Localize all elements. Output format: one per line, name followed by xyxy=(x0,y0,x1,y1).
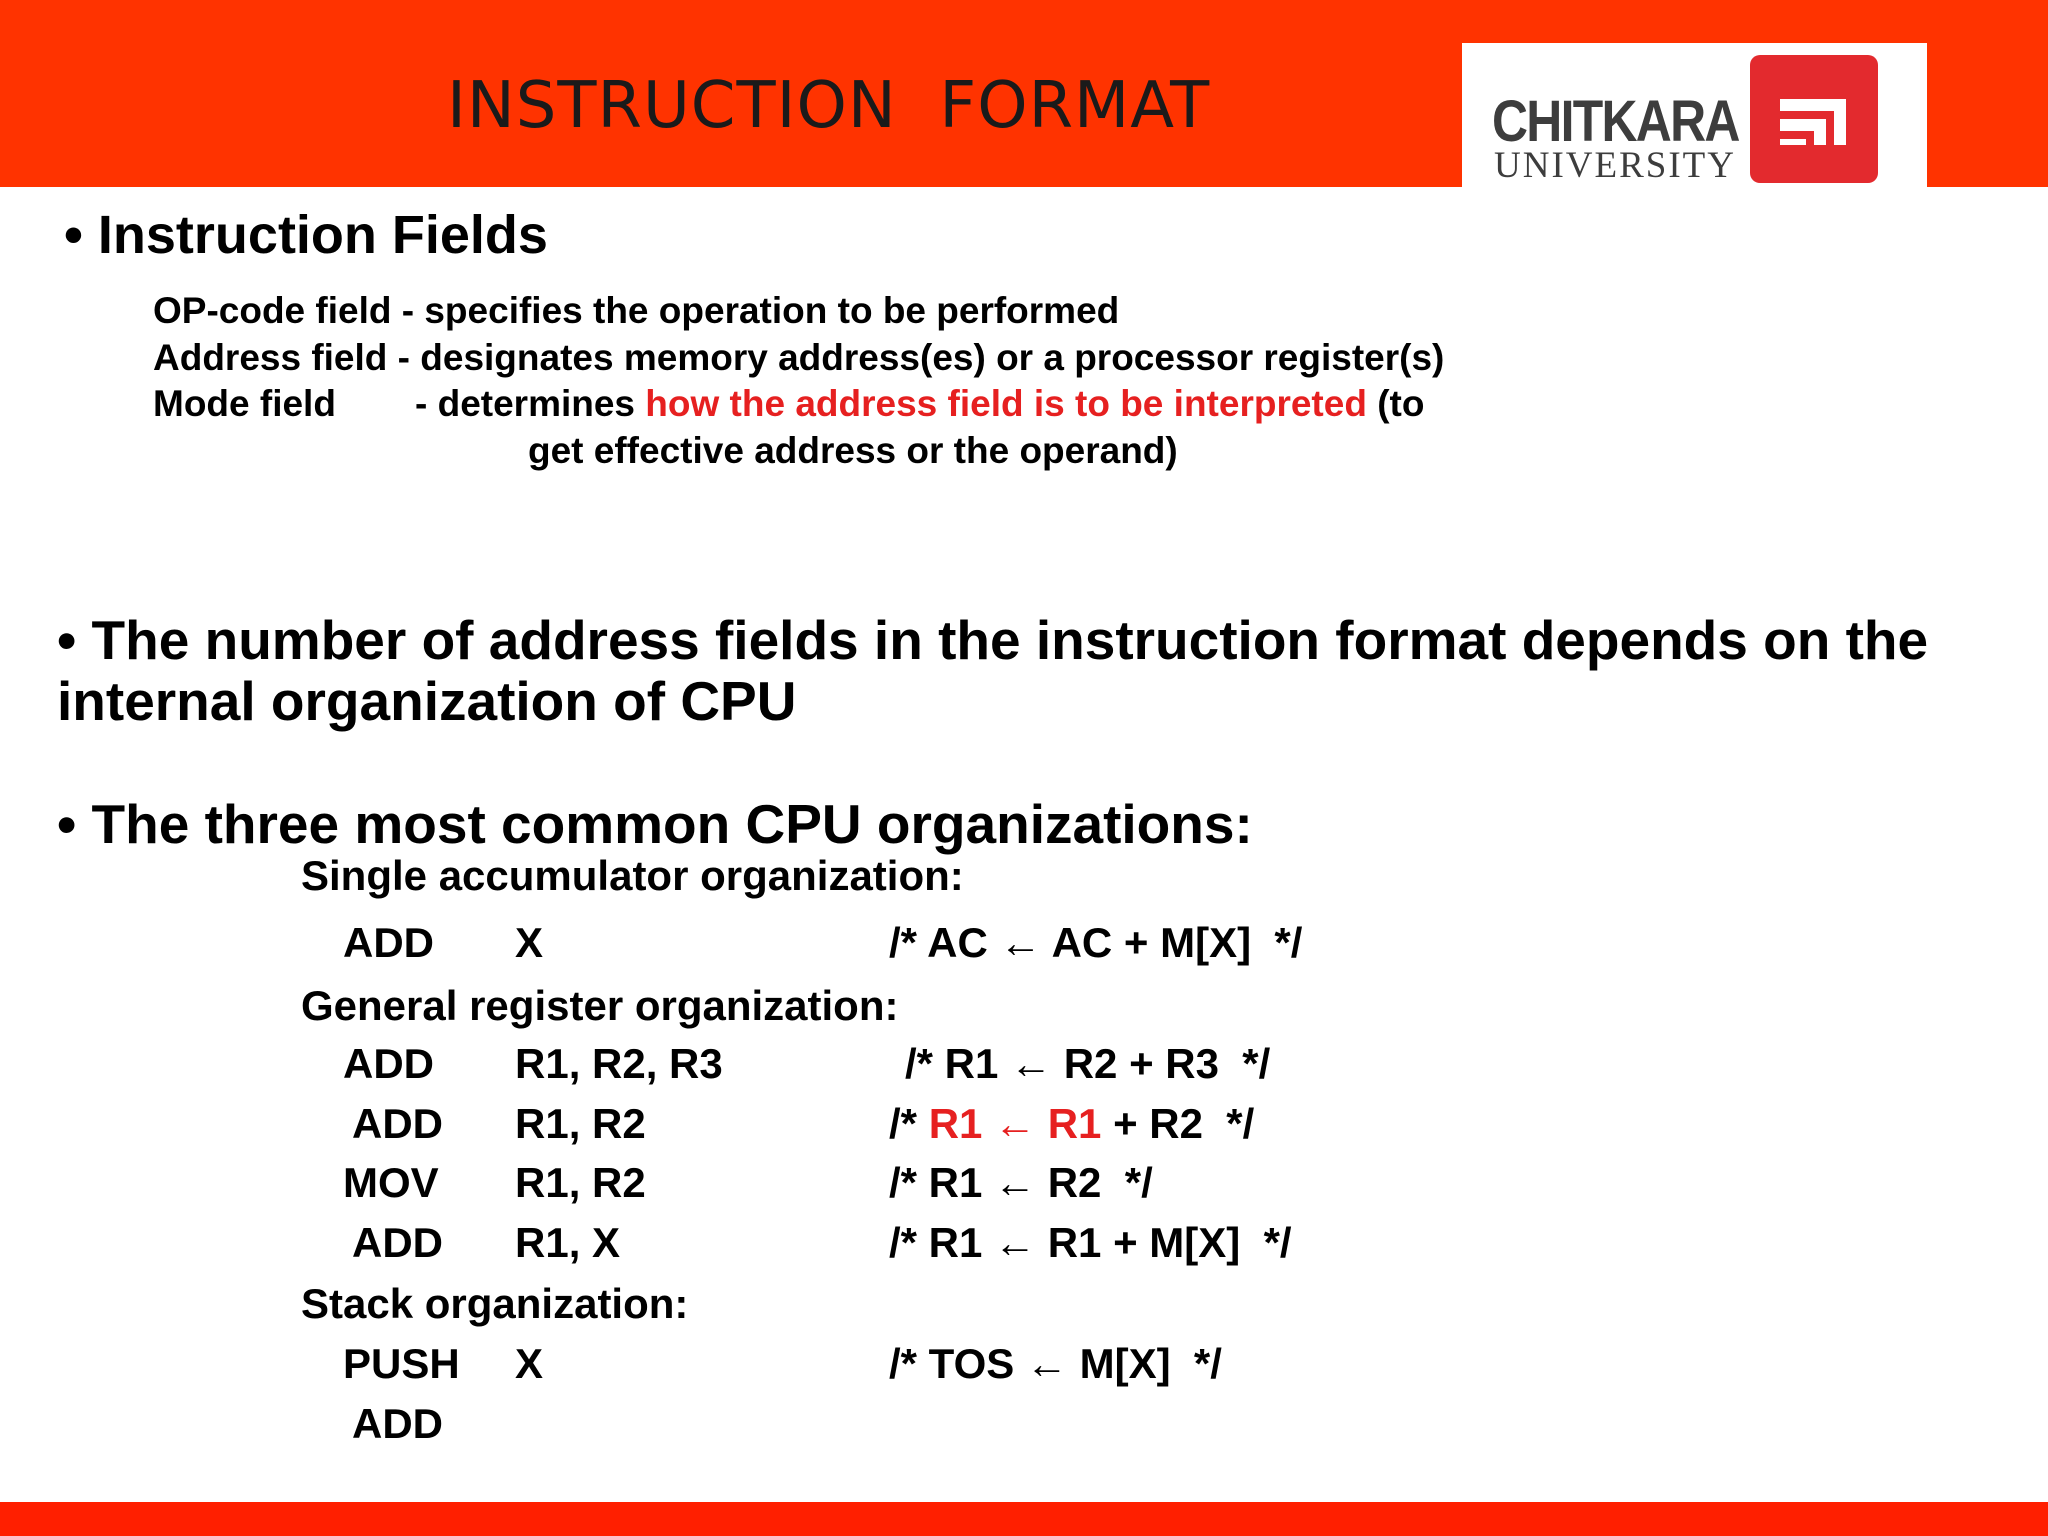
general-row-op: ADD xyxy=(343,1040,434,1087)
general-row-operands: R1, R2 xyxy=(515,1159,646,1206)
mode-field-continuation: get effective address or the operand) xyxy=(528,430,1178,471)
comment-highlight: R1 ← R1 xyxy=(928,1100,1102,1147)
slide-title: INSTRUCTION FORMAT xyxy=(447,69,1211,143)
comment-prefix: /* xyxy=(889,1100,929,1147)
single-row-op: ADD xyxy=(343,919,434,966)
logo-subtitle: UNIVERSITY xyxy=(1494,145,1736,186)
stack-row-comment: /* TOS ← M[X] */ xyxy=(889,1340,1222,1387)
university-logo xyxy=(1462,43,1927,187)
logo-name: CHITKARA xyxy=(1492,89,1739,154)
mode-field-highlight: how the address field is to be interpreted xyxy=(645,383,1367,424)
cpu-orgs-heading: • The three most common CPU organizations: xyxy=(57,793,1253,855)
stack-row-op: ADD xyxy=(352,1400,443,1447)
general-row-operands: R1, R2 xyxy=(515,1100,646,1147)
stack-row-op: PUSH xyxy=(343,1340,460,1387)
general-row-operands: R1, R2, R3 xyxy=(515,1040,723,1087)
general-row-comment: /* R1 ← R2 */ xyxy=(889,1159,1153,1206)
general-row-comment xyxy=(889,1100,1255,1147)
chitkara-logo-mark-icon xyxy=(1750,55,1878,183)
address-fields-bullet-line1: • The number of address fields in the instruction format depends on the xyxy=(57,609,1929,671)
general-row-comment: /* R1 ← R1 + M[X] */ xyxy=(889,1219,1292,1266)
address-fields-bullet-line2: internal organization of CPU xyxy=(57,670,797,732)
mode-field-tail: (to xyxy=(1366,383,1425,424)
opcode-field-line: OP-code field - specifies the operation to be performed xyxy=(153,290,1120,331)
single-row-comment: /* AC ← AC + M[X] */ xyxy=(889,919,1303,966)
mode-field-label: Mode field xyxy=(153,383,336,424)
instruction-fields-heading: • Instruction Fields xyxy=(64,205,548,265)
single-row-operands: X xyxy=(515,919,544,966)
mode-field-description xyxy=(415,385,1424,422)
mode-field-dash: - determines xyxy=(415,383,646,424)
stack-organization-heading: Stack organization: xyxy=(301,1280,689,1327)
stack-row-operands: X xyxy=(515,1340,544,1387)
single-accumulator-heading: Single accumulator organization: xyxy=(301,852,964,899)
address-field-line: Address field - designates memory address(es) or a processor register(s) xyxy=(153,337,1445,378)
general-row-comment: /* R1 ← R2 + R3 */ xyxy=(905,1040,1271,1087)
general-register-heading: General register organization: xyxy=(301,982,899,1029)
general-row-operands: R1, X xyxy=(515,1219,621,1266)
footer-bar xyxy=(0,1502,2048,1536)
general-row-op: ADD xyxy=(352,1219,443,1266)
comment-suffix: + R2 */ xyxy=(1101,1100,1255,1147)
general-row-op: MOV xyxy=(343,1159,439,1206)
general-row-op: ADD xyxy=(352,1100,443,1147)
